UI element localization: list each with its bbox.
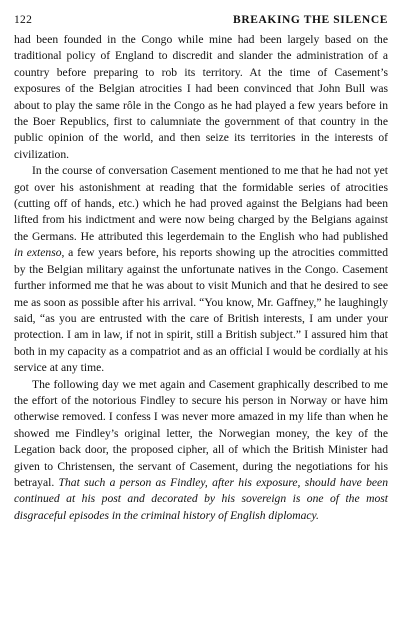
- paragraph-3: [14, 377, 388, 525]
- running-title: BREAKING THE SILENCE: [233, 14, 388, 26]
- paragraph-2-text-a: In the course of conversation Casement mentioned to me that he had not yet got over his astonishment at reading that the formidable series of atrocities (cutting off of hands, etc.) which he had proved against the Belgians had been lifted from his indictment and were now being charged by the Belgians against the Germans. He attributed this legerdemain to the English who had published: [14, 164, 388, 243]
- paragraph-2: [14, 163, 388, 376]
- paragraph-3-text: The following day we met again and Casement graphically described to me the effort of the notorious Findley to secure his person in Norway or have him otherwise removed. I confess I was never more amazed in my life than when he showed me Findley’s original letter, the Norwegian money, the key of the Legation back door, the proposed cipher, all of which the British Minister had given to Christensen, the servant of Casement, during the negotiations for his betrayal.: [14, 377, 388, 489]
- page-number: 122: [14, 14, 33, 26]
- paragraph-1: [14, 32, 388, 163]
- body-text: [14, 32, 388, 524]
- paragraph-2-italic-phrase: in extenso: [14, 246, 62, 260]
- paragraph-1-text: had been founded in the Congo while mine had been largely based on the traditional policy of England to discredit and slander the administration of a country before preparing to rob its territory. At the time of Casement’s exposures of the Belgian atrocities I had been convinced that John Bull was about to play the same rôle in the Congo as he had played a few years before in the Boer Republics, first to calumniate the government of that country in the public opinion of the world, and then seize its territories in the interests of civilization.: [14, 33, 388, 161]
- paragraph-3-italic-conclusion: That such a person as Findley, after his exposure, should have been continued at his post and decorated by his sovereign is one of the most disgraceful episodes in the criminal history of English diplomacy.: [14, 475, 388, 522]
- running-head: [14, 14, 388, 26]
- paragraph-2-text-b: , a few years before, his reports showing up the atrocities committed by the Belgian military against the unfortunate natives in the Congo. Casement further informed me that he was about to visit Munich and that he desired to see me as soon as possible after his arrival. “You know, Mr. Gaffney,” he laughingly said, “as you are entrusted with the care of British interests, I am under your protection. I am in law, if not in spirit, still a British subject.” I assured him that both in my capacity as a compatriot and as an official I would be cordially at his service at any time.: [14, 246, 388, 375]
